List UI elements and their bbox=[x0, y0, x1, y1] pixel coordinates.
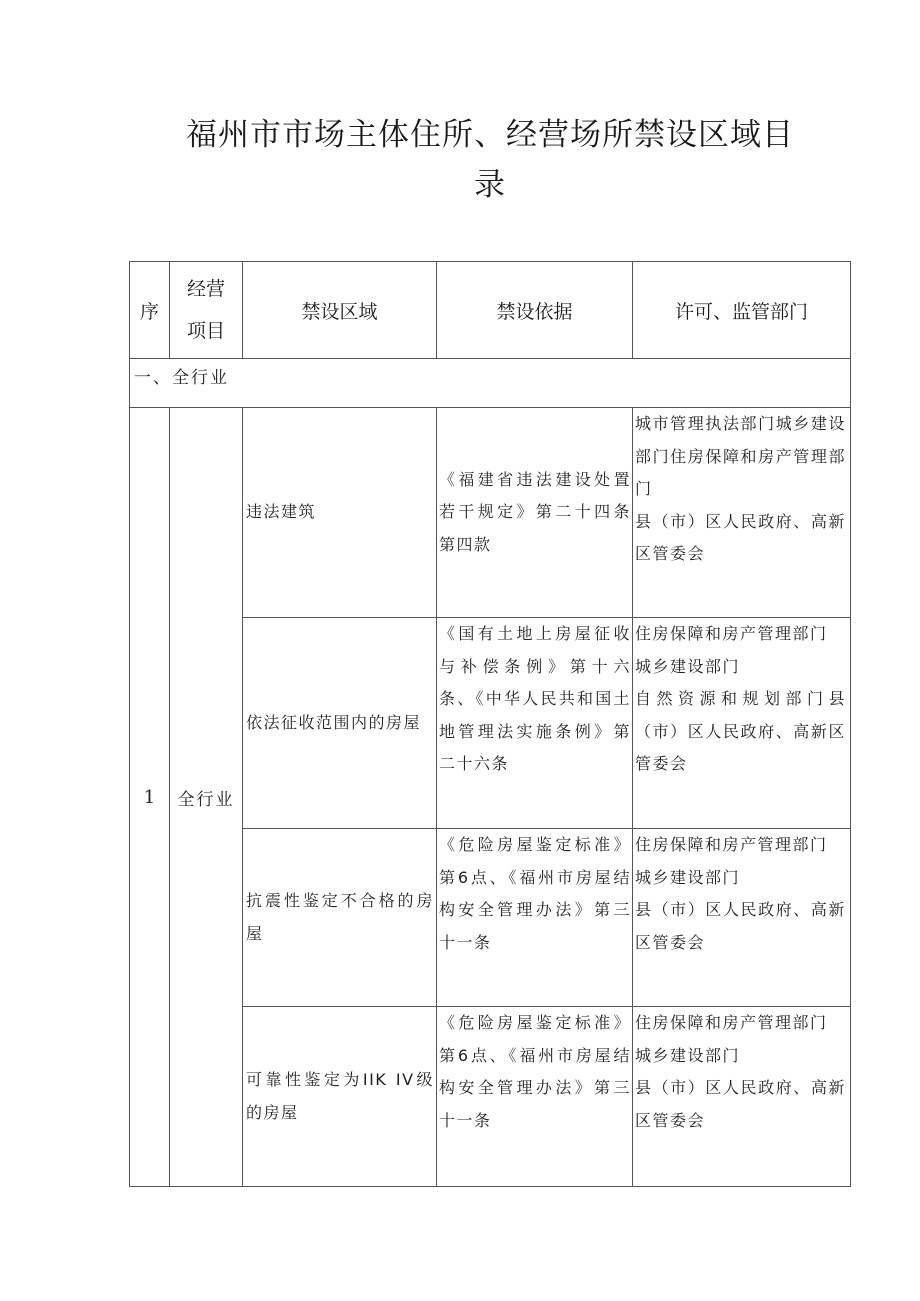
row-dept-line: 住房保障和房产管理部门 bbox=[635, 835, 828, 854]
row-dept-line: 县（市）区人民政府、高新区管委会 bbox=[635, 1078, 846, 1130]
group-business-item: 全行业 bbox=[170, 408, 243, 1187]
header-prohibition-basis: 禁设依据 bbox=[437, 262, 633, 359]
row-basis: 《福建省违法建设处置若干规定》第二十四条第四款 bbox=[437, 408, 633, 618]
row-dept bbox=[633, 408, 851, 618]
row-dept bbox=[633, 829, 851, 1007]
header-item-line-2: 项目 bbox=[186, 320, 225, 342]
section-row bbox=[130, 359, 851, 408]
section-label: 一、全行业 bbox=[130, 359, 851, 408]
header-item-line-1: 经营 bbox=[186, 278, 225, 300]
row-dept-line: 自然资源和规划部门县（市）区人民政府、高新区管委会 bbox=[635, 689, 846, 773]
page-title bbox=[150, 110, 830, 210]
header-prohibited-area: 禁设区域 bbox=[243, 262, 437, 359]
row-dept-line: 县（市）区人民政府、高新区管委会 bbox=[635, 511, 846, 563]
table-header-row bbox=[130, 262, 851, 359]
header-supervising-dept: 许可、监管部门 bbox=[633, 262, 851, 359]
header-business-item bbox=[170, 262, 243, 359]
row-area: 依法征收范围内的房屋 bbox=[243, 618, 437, 829]
row-dept-line: 城乡建设部门 bbox=[635, 867, 741, 887]
row-dept bbox=[633, 1007, 851, 1187]
row-area: 可靠性鉴定为IIK IV级的房屋 bbox=[243, 1007, 437, 1187]
row-dept bbox=[633, 618, 851, 829]
prohibited-zones-table bbox=[129, 261, 851, 1187]
row-basis: 《危险房屋鉴定标准》第6点、《福州市房屋结构安全管理办法》第三十一条 bbox=[437, 829, 633, 1007]
row-dept-line: 城乡建设部门 bbox=[635, 1045, 741, 1065]
header-seq: 序 bbox=[130, 262, 170, 359]
title-line-1: 福州市市场主体住所、经营场所禁设区域目 bbox=[186, 117, 794, 153]
row-area: 违法建筑 bbox=[243, 408, 437, 618]
table-row bbox=[130, 408, 851, 618]
group-number: 1 bbox=[130, 408, 170, 1187]
row-area: 抗震性鉴定不合格的房屋 bbox=[243, 829, 437, 1007]
row-dept-line: 城市管理执法部门城乡建设部门住房保障和房产管理部门 bbox=[635, 414, 846, 498]
row-dept-line: 县（市）区人民政府、高新区管委会 bbox=[635, 900, 846, 952]
row-dept-line: 住房保障和房产管理部门 bbox=[635, 1013, 828, 1032]
row-dept-line: 住房保障和房产管理部门 bbox=[635, 624, 828, 643]
row-basis: 《危险房屋鉴定标准》第6点、《福州市房屋结构安全管理办法》第三十一条 bbox=[437, 1007, 633, 1187]
row-basis: 《国有土地上房屋征收与补偿条例》第十六条、《中华人民共和国土地管理法实施条例》第二十六条 bbox=[437, 618, 633, 829]
row-dept-line: 城乡建设部门 bbox=[635, 656, 741, 676]
title-line-2: 录 bbox=[474, 167, 506, 203]
